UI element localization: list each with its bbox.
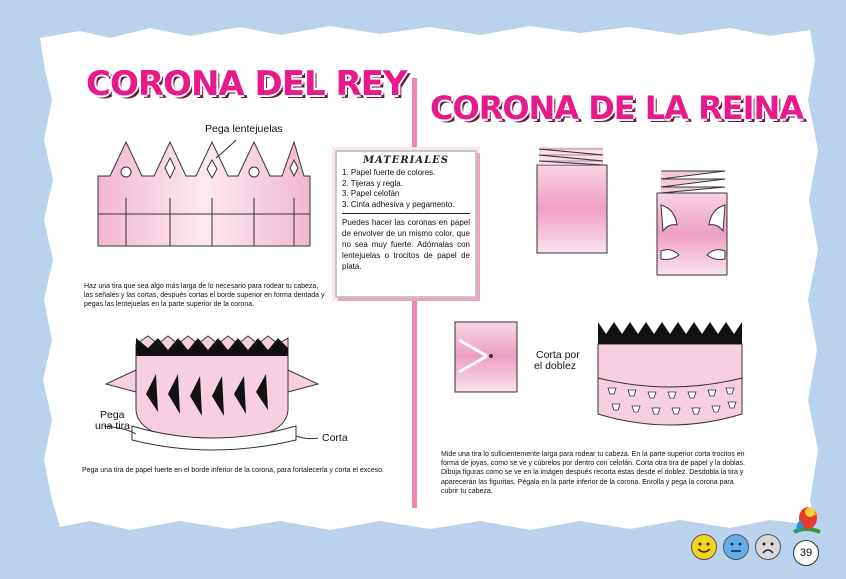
label-pega: Pega	[100, 409, 125, 421]
label-pega-lentejuelas: Pega lentejuelas	[205, 123, 283, 135]
materials-box	[335, 150, 477, 298]
label-el-doblez: el doblez	[534, 360, 577, 372]
neutral-face-icon	[723, 534, 749, 560]
materials-item: 3. Papel celofán	[342, 189, 400, 198]
queen-cut-fold-illustration	[453, 320, 519, 394]
king-crown-strip-illustration	[96, 138, 312, 250]
materials-item: 1. Papel fuerte de colores.	[342, 168, 436, 177]
materials-note: Puedes hacer las coronas en papel de envolver de un mismo color, que no sea muy fuerte. Adórnalas con lentejuelas o trocitos de papel de plata.	[342, 218, 470, 271]
king-crown-rolled-illustration	[96, 330, 326, 458]
title-corona-de-la-reina: CORONA DE LA REINA	[430, 89, 804, 127]
page-number: 39	[793, 540, 819, 566]
label-corta-por: Corta por	[536, 349, 580, 361]
title-corona-del-rey: CORONA DEL REY	[86, 64, 407, 104]
parrot-icon	[786, 500, 826, 540]
caption-king-step2: Pega una tira de papel fuerte en el borde inferior de la corona, para fortalecerla y corta el exceso.	[82, 467, 384, 474]
caption-queen: Mide una tira lo suficientemente larga para rodear tu cabeza. En la parte superior corta trocitos en forma de joyas, como se ve y cúbrelos por dentro con celofán. Corta otra tira de papel y la doblas. Dibuja figuras como se ve en la imágen después recorta éstas desde el doblez. Desdobla la tira y aparecerán las figuritas. Pégala en la parte inferior de la corona. Enrolla y pega la corona para cubrir tu cabeza.	[441, 451, 745, 495]
sad-face-icon	[755, 534, 781, 560]
happy-face-icon	[691, 534, 717, 560]
materials-item: 2. Tijeras y regla.	[342, 178, 403, 188]
materials-rule	[342, 213, 470, 214]
queen-crown-finished-illustration	[590, 318, 750, 436]
label-corta: Corta	[322, 432, 348, 444]
caption-king-step1: Haz una tira que sea algo más larga de lo necesario para rodear tu cabeza, las señales y las cortas, después cortas el borde superior en forma dentada y pegas las lentejuelas en la parte superior de la corona.	[84, 283, 325, 309]
materials-list	[342, 168, 470, 210]
queen-folded-drawn-illustration	[655, 165, 731, 277]
queen-folded-strip-illustration	[535, 143, 615, 255]
materials-item: 3. Cinta adhesiva y pegamento.	[342, 199, 455, 209]
label-una-tira: una tira	[95, 420, 131, 432]
materials-heading: MATERIALES	[363, 155, 449, 166]
